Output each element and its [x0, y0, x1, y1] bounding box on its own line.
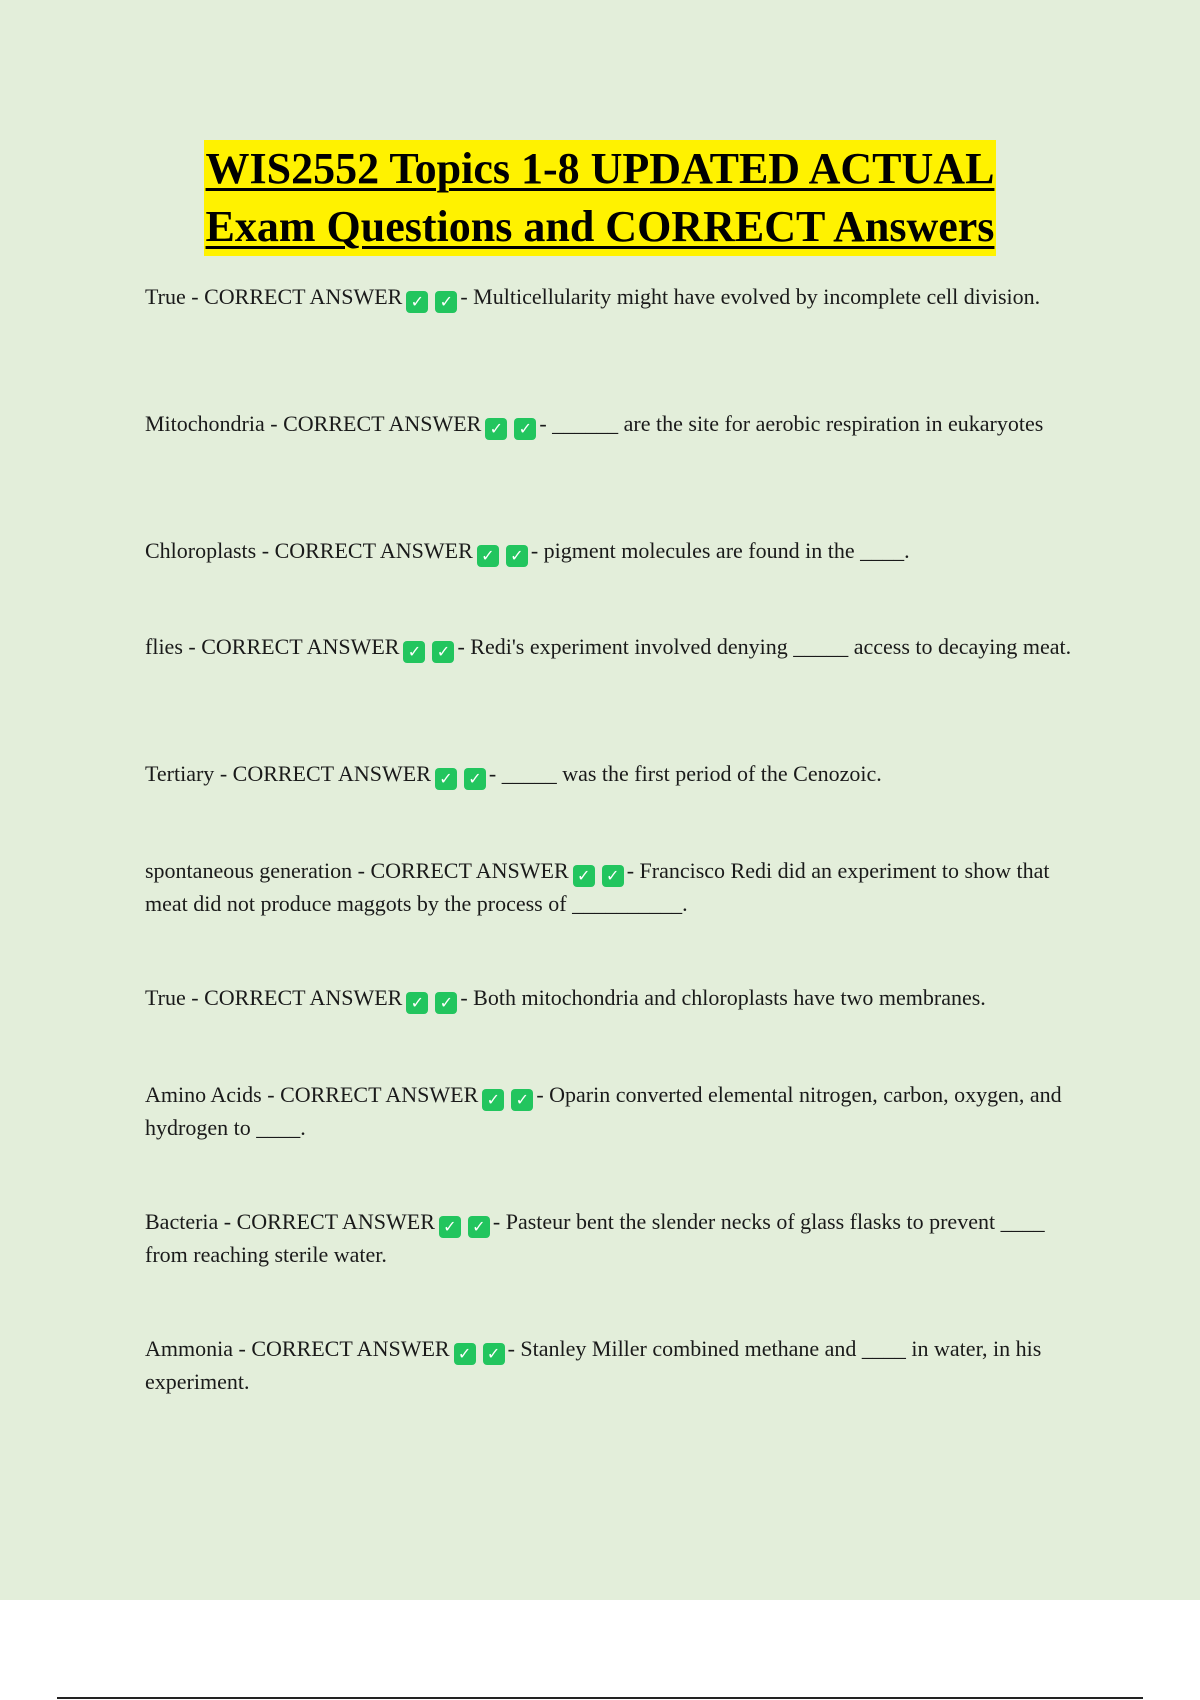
checkbox-checked-icon: ✓ [464, 768, 486, 790]
answer-text: Mitochondria [145, 411, 265, 436]
answer-label: CORRECT ANSWER [201, 634, 400, 659]
checkbox-checked-icon: ✓ [432, 641, 454, 663]
answer-label: CORRECT ANSWER [280, 1082, 479, 1107]
checkbox-checked-icon: ✓ [468, 1216, 490, 1238]
qa-item: Ammonia - CORRECT ANSWER ✓ ✓ - Stanley Miller combined methane and ____ in water, in his experiment. [145, 1336, 1042, 1394]
answer-label: CORRECT ANSWER [232, 761, 431, 786]
question-text: pigment molecules are found in the ____. [543, 538, 910, 563]
checkbox-checked-icon: ✓ [482, 1089, 504, 1111]
checkbox-checked-icon: ✓ [483, 1343, 505, 1365]
question-text: Multicellularity might have evolved by incomplete cell division. [473, 284, 1041, 309]
checkbox-checked-icon: ✓ [506, 545, 528, 567]
checkbox-checked-icon: ✓ [511, 1089, 533, 1111]
qa-item: Amino Acids - CORRECT ANSWER ✓ ✓ - Oparin converted elemental nitrogen, carbon, oxygen, and hydrogen to ____. [145, 1082, 1062, 1140]
qa-item: Chloroplasts - CORRECT ANSWER ✓ ✓ - pigment molecules are found in the ____. [145, 538, 910, 565]
checkbox-checked-icon: ✓ [454, 1343, 476, 1365]
qa-item: True - CORRECT ANSWER ✓ ✓ - Multicellularity might have evolved by incomplete cell division. [145, 284, 1041, 311]
answer-label: CORRECT ANSWER [236, 1209, 435, 1234]
checkbox-checked-icon: ✓ [435, 291, 457, 313]
qa-item: Mitochondria - CORRECT ANSWER ✓ ✓ - ______ are the site for aerobic respiration in eukaryotes [145, 411, 1044, 438]
checkbox-checked-icon: ✓ [485, 418, 507, 440]
title-line-2: Exam Questions and CORRECT Answers [204, 198, 997, 256]
checkbox-checked-icon: ✓ [514, 418, 536, 440]
answer-label: CORRECT ANSWER [274, 538, 473, 563]
checkbox-checked-icon: ✓ [435, 768, 457, 790]
question-text: Oparin converted elemental nitrogen, carbon, oxygen, and hydrogen to ____. [145, 1082, 1062, 1140]
answer-text: True [145, 284, 186, 309]
answer-text: Amino Acids [145, 1082, 262, 1107]
question-text: Both mitochondria and chloroplasts have two membranes. [473, 985, 986, 1010]
answer-text: flies [145, 634, 183, 659]
qa-item: Bacteria - CORRECT ANSWER ✓ ✓ - Pasteur bent the slender necks of glass flasks to prevent ____ from reaching sterile water. [145, 1209, 1045, 1267]
answer-label: CORRECT ANSWER [204, 284, 403, 309]
question-text: Pasteur bent the slender necks of glass flasks to prevent ____ from reaching sterile water. [145, 1209, 1045, 1267]
answer-label: CORRECT ANSWER [204, 985, 403, 1010]
checkbox-checked-icon: ✓ [573, 865, 595, 887]
qa-item: True - CORRECT ANSWER ✓ ✓ - Both mitochondria and chloroplasts have two membranes. [145, 985, 986, 1012]
answer-label: CORRECT ANSWER [370, 858, 569, 883]
checkbox-checked-icon: ✓ [403, 641, 425, 663]
answer-label: CORRECT ANSWER [283, 411, 482, 436]
answer-text: spontaneous generation [145, 858, 353, 883]
question-text: _____ was the first period of the Cenozoic. [501, 761, 882, 786]
qa-item: spontaneous generation - CORRECT ANSWER ✓ ✓ - Francisco Redi did an experiment to show that meat did not produce maggots by the process of __________. [145, 858, 1050, 916]
question-text: Redi's experiment involved denying _____ access to decaying meat. [470, 634, 1072, 659]
checkbox-checked-icon: ✓ [477, 545, 499, 567]
answer-text: Chloroplasts [145, 538, 257, 563]
answer-text: Ammonia [145, 1336, 233, 1361]
qa-item: flies - CORRECT ANSWER ✓ ✓ - Redi's experiment involved denying _____ access to decaying meat. [145, 634, 1072, 661]
question-text: ______ are the site for aerobic respiration in eukaryotes [552, 411, 1044, 436]
checkbox-checked-icon: ✓ [439, 1216, 461, 1238]
checkbox-checked-icon: ✓ [602, 865, 624, 887]
footer-divider [57, 1697, 1143, 1699]
page-title [0, 140, 1200, 256]
question-text: Stanley Miller combined methane and ____ in water, in his experiment. [145, 1336, 1042, 1394]
checkbox-checked-icon: ✓ [435, 992, 457, 1014]
answer-text: Bacteria [145, 1209, 219, 1234]
question-text: Francisco Redi did an experiment to show that meat did not produce maggots by the process of __________. [145, 858, 1050, 916]
checkbox-checked-icon: ✓ [406, 291, 428, 313]
qa-item: Tertiary - CORRECT ANSWER ✓ ✓ - _____ was the first period of the Cenozoic. [145, 761, 882, 788]
checkbox-checked-icon: ✓ [406, 992, 428, 1014]
title-line-1: WIS2552 Topics 1-8 UPDATED ACTUAL [204, 140, 997, 198]
answer-text: True [145, 985, 186, 1010]
answer-label: CORRECT ANSWER [251, 1336, 450, 1361]
answer-text: Tertiary [145, 761, 215, 786]
